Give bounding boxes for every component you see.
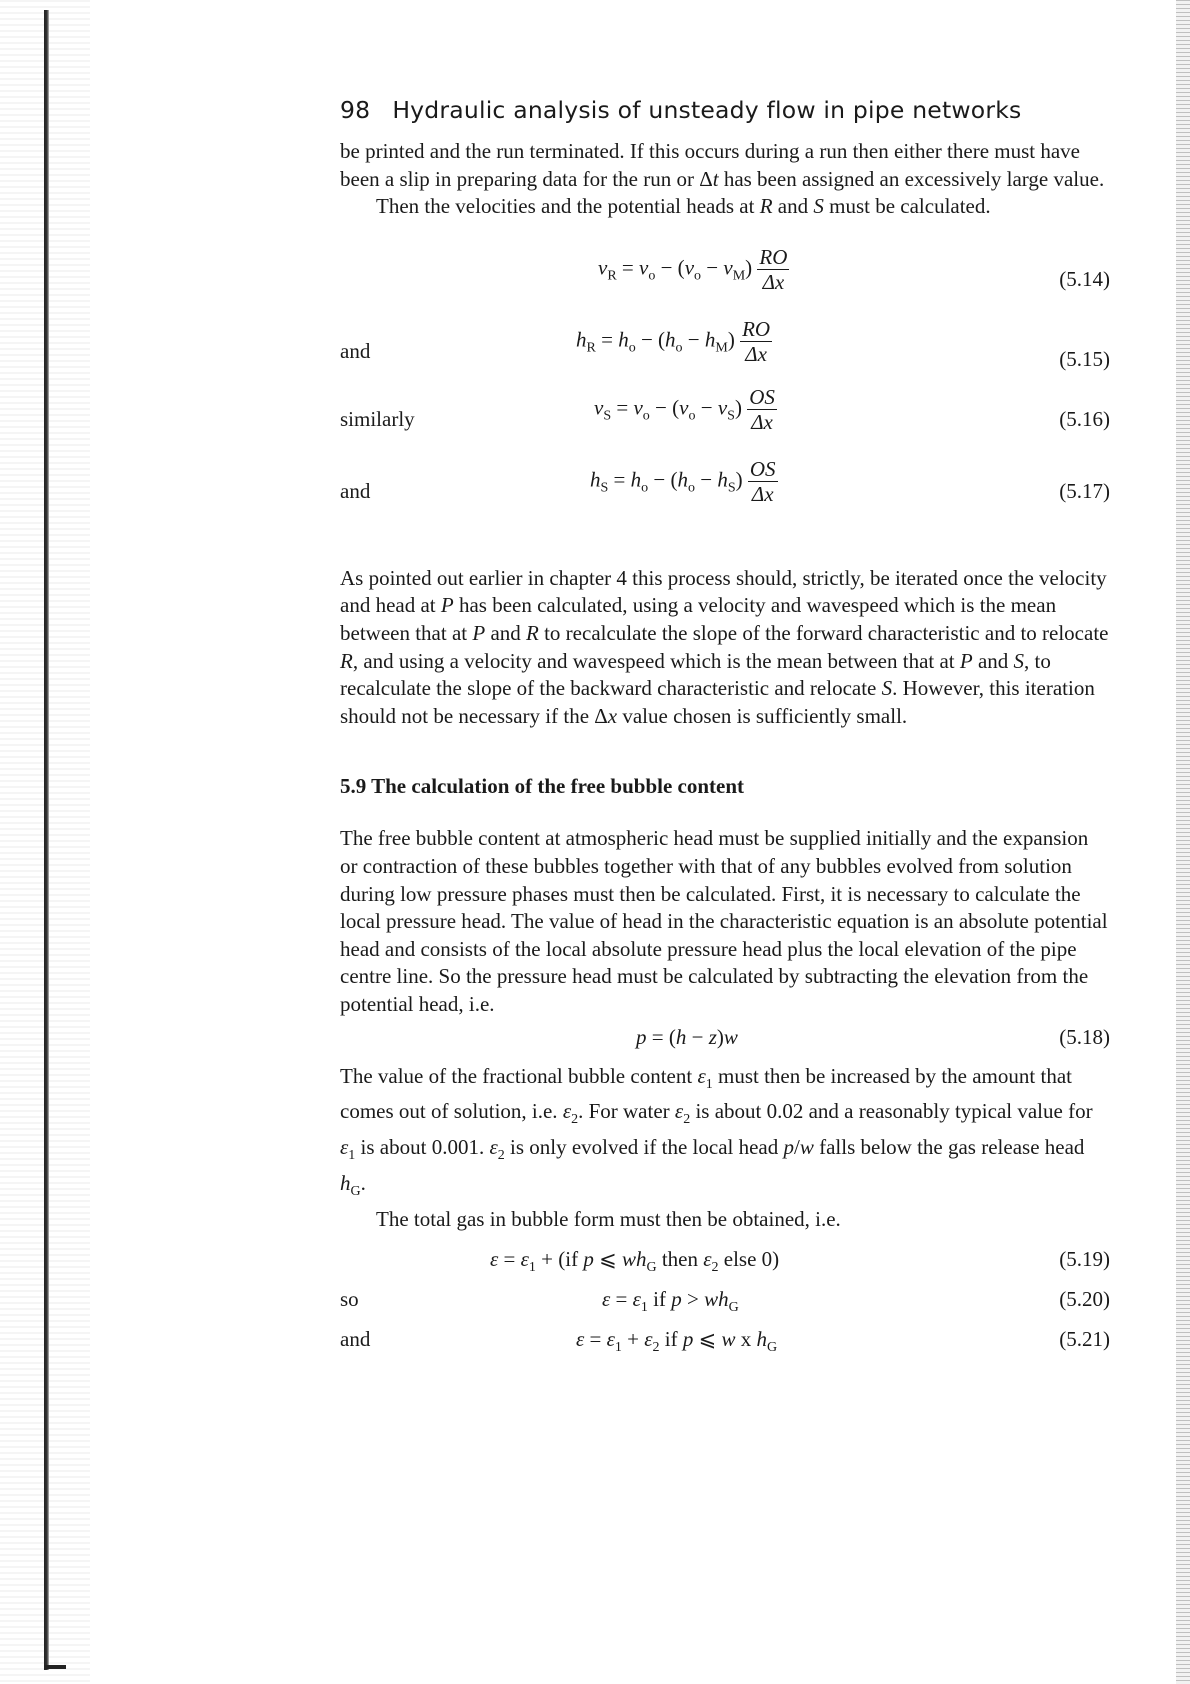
paragraph-2: Then the velocities and the potential heads at R and S must be calculated.: [376, 194, 991, 219]
equation-number: (5.20): [1059, 1287, 1110, 1312]
running-head: [340, 96, 1110, 124]
section-heading: 5.9 The calculation of the free bubble content: [340, 774, 745, 799]
paragraph-3: As pointed out earlier in chapter 4 this process should, strictly, be iterated once the velocity and head at P has been calculated, using a velocity and wavespeed which is the mean between that at P and R to recalculate the slope of the forward characteristic and to relocate R, and using a velocity and wavespeed which is the mean between that at P and S, to recalculate the slope of the backward characteristic and relocate S. However, this iteration should not be necessary if the Δx value chosen is sufficiently small.: [340, 565, 1109, 728]
equation-5-18: p = (h − z)w (5.18): [636, 1024, 1110, 1049]
equation-number: (5.14): [1059, 266, 1110, 291]
equation-lead-word: so: [340, 1287, 359, 1312]
paragraph-1: be printed and the run terminated. If this occurs during a run then either there must have been a slip in preparing data for the run or Δt has been assigned an excessively large value.: [340, 139, 1105, 191]
scan-corner-mark: [44, 1665, 66, 1669]
equation-5-14: $v_R = v_o - (v_o - v_M)$ $\frac{RO}{\Delta x}$ (5.14): [598, 244, 1110, 294]
equation-number: (5.19): [1059, 1247, 1110, 1272]
equation-lead-word: similarly: [340, 406, 415, 431]
equation-lead-word: and: [340, 1327, 371, 1352]
paragraph-4: The free bubble content at atmospheric head must be supplied initially and the expansion or contraction of these bubbles together with that of any bubbles evolved from solution during low pressure phases must then be calculated. First, it is necessary to calculate the local pressure head. The value of head in the characteristic equation is an absolute potential head and consists of the local absolute pressure head plus the local elevation of the pipe centre line. So the pressure head must be calculated by subtracting the elevation from the potential head, i.e.: [340, 826, 1108, 1016]
equation-lead-word: and: [340, 338, 371, 363]
equation-5-20: so $\varepsilon = \varepsilon_1$ if $p > wh_G$ (5.20): [340, 1287, 1110, 1316]
equation-number: (5.16): [1059, 406, 1110, 431]
page-content: [340, 96, 1110, 1361]
paragraph-6: The total gas in bubble form must then be obtained, i.e.: [376, 1206, 841, 1231]
equation-lead-word: and: [340, 478, 371, 503]
equation-5-19: $\varepsilon = \varepsilon_1 + (if$ p ⩽ $wh_G$ then $\varepsilon_2$ else 0) (5.19): [490, 1247, 1110, 1276]
equation-group-velocity-head: [340, 245, 1110, 525]
scan-binding-shadow: [44, 10, 49, 1670]
page-number: 98: [340, 96, 371, 124]
equation-5-17: and $h_S = h_o - (h_o - h_S)$ $\frac{OS}{\Delta x}$ (5.17): [340, 456, 1110, 506]
equation-number: (5.17): [1059, 478, 1110, 503]
scan-right-edge: [1176, 0, 1190, 1684]
equation-number: (5.15): [1059, 346, 1110, 371]
running-title: Hydraulic analysis of unsteady flow in pipe networks: [392, 96, 1022, 124]
paragraph-5: The value of the fractional bubble content $\varepsilon_1$ must then be increased by the amount that comes out of solution, i.e. $\varepsilon_2$. For water $\varepsilon_2$ is about 0.02 and a reasonably typical value for $\varepsilon_1$ is about 0.001. $\varepsilon_2$ is only evolved if the local head p/w falls below the gas release head $h_G$.: [340, 1063, 1093, 1200]
equation-5-16: similarly $v_S = v_o - (v_o - v_S)$ $\frac{OS}{\Delta x}$ (5.16): [340, 384, 1110, 434]
equation-5-15: and $h_R = h_o - (h_o - h_M)$ $\frac{RO}{\Delta x}$ (5.15): [340, 316, 1110, 371]
equation-number: (5.21): [1059, 1327, 1110, 1352]
equation-number: (5.18): [1059, 1024, 1110, 1049]
equation-5-21: and $\varepsilon = \varepsilon_1 + \varepsilon_2$ if p ⩽ w x $h_G$ (5.21): [340, 1327, 1110, 1356]
